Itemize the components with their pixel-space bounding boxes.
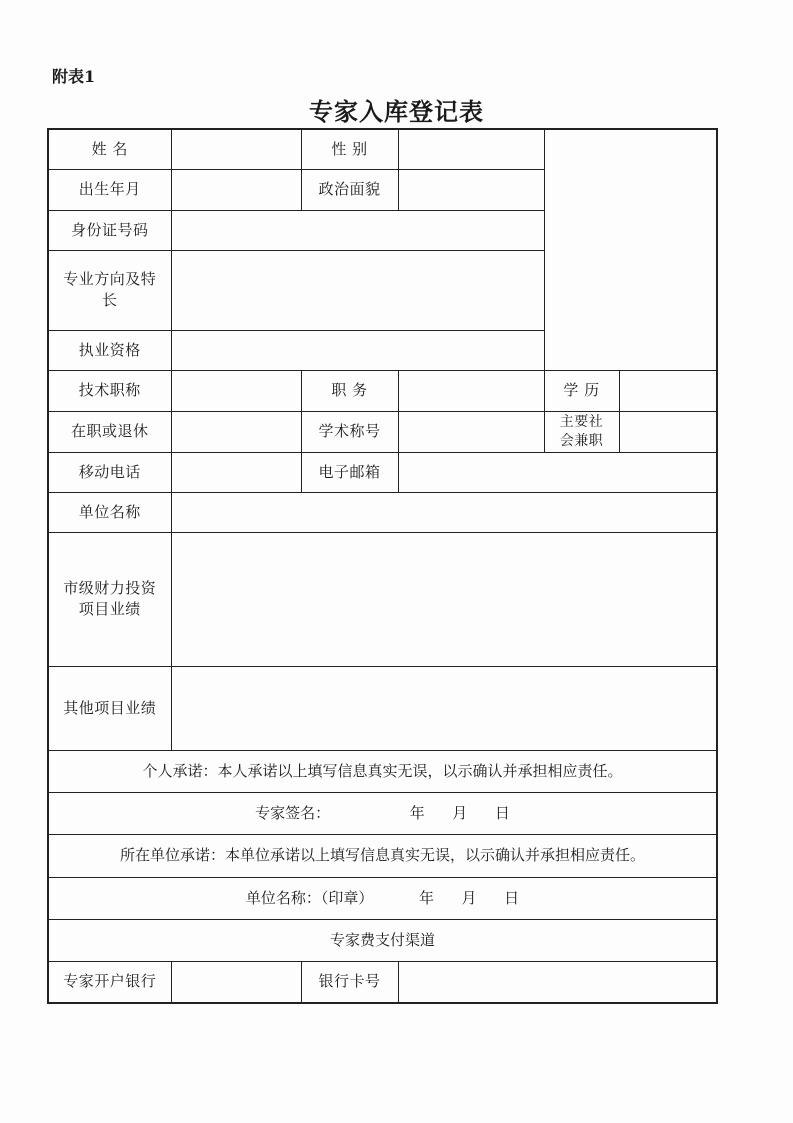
qualification-label: 执业资格 xyxy=(48,330,171,370)
gender-field[interactable] xyxy=(398,129,544,169)
employer-label: 单位名称 xyxy=(48,492,171,532)
card-field[interactable] xyxy=(398,961,717,1003)
payment-heading: 专家费支付渠道 xyxy=(48,919,717,961)
political-label: 政治面貌 xyxy=(301,169,398,210)
expert-signature-label: 专家签名： xyxy=(255,803,331,822)
mobile-label: 移动电话 xyxy=(48,452,171,492)
name-field[interactable] xyxy=(171,129,301,169)
position-field[interactable] xyxy=(398,370,544,411)
social-post-label: 主要社会兼职 xyxy=(544,411,619,452)
signature-year: 年 xyxy=(409,803,425,822)
qualification-field[interactable] xyxy=(171,330,544,370)
birth-field[interactable] xyxy=(171,169,301,210)
political-field[interactable] xyxy=(398,169,544,210)
mobile-field[interactable] xyxy=(171,452,301,492)
unit-stamp-line[interactable] xyxy=(48,877,717,919)
name-label: 姓 名 xyxy=(48,129,171,169)
signature-month: 月 xyxy=(452,803,468,822)
bank-label: 专家开户银行 xyxy=(48,961,171,1003)
other-projects-field[interactable] xyxy=(171,666,717,750)
social-post-field[interactable] xyxy=(619,411,717,452)
registration-form xyxy=(47,128,718,1004)
form-title: 专家入库登记表 xyxy=(309,97,484,126)
employment-label: 在职或退休 xyxy=(48,411,171,452)
photo-box[interactable] xyxy=(544,129,717,370)
id-number-label: 身份证号码 xyxy=(48,210,171,250)
specialty-field[interactable] xyxy=(171,250,544,330)
id-number-field[interactable] xyxy=(171,210,544,250)
tech-title-field[interactable] xyxy=(171,370,301,411)
employer-field[interactable] xyxy=(171,492,717,532)
personal-commitment: 个人承诺：本人承诺以上填写信息真实无误，以示确认并承担相应责任。 xyxy=(48,750,717,792)
tech-title-label: 技术职称 xyxy=(48,370,171,411)
academic-title-label: 学术称号 xyxy=(301,411,398,452)
stamp-day: 日 xyxy=(504,888,520,907)
stamp-year: 年 xyxy=(418,888,434,907)
annex-label: 附表1 xyxy=(52,67,96,86)
stamp-month: 月 xyxy=(461,888,477,907)
other-projects-label: 其他项目业绩 xyxy=(48,666,171,750)
gender-label: 性 别 xyxy=(301,129,398,169)
employment-field[interactable] xyxy=(171,411,301,452)
expert-signature-line[interactable] xyxy=(48,792,717,834)
position-label: 职 务 xyxy=(301,370,398,411)
unit-stamp-label: 单位名称：（印章） xyxy=(245,888,374,907)
email-field[interactable] xyxy=(398,452,717,492)
education-label: 学 历 xyxy=(544,370,619,411)
city-projects-field[interactable] xyxy=(171,532,717,666)
card-label: 银行卡号 xyxy=(301,961,398,1003)
academic-title-field[interactable] xyxy=(398,411,544,452)
specialty-label: 专业方向及特长 xyxy=(48,250,171,330)
city-projects-label: 市级财力投资项目业绩 xyxy=(48,532,171,666)
signature-day: 日 xyxy=(494,803,510,822)
birth-label: 出生年月 xyxy=(48,169,171,210)
bank-field[interactable] xyxy=(171,961,301,1003)
email-label: 电子邮箱 xyxy=(301,452,398,492)
unit-commitment: 所在单位承诺：本单位承诺以上填写信息真实无误，以示确认并承担相应责任。 xyxy=(48,834,717,877)
education-field[interactable] xyxy=(619,370,717,411)
